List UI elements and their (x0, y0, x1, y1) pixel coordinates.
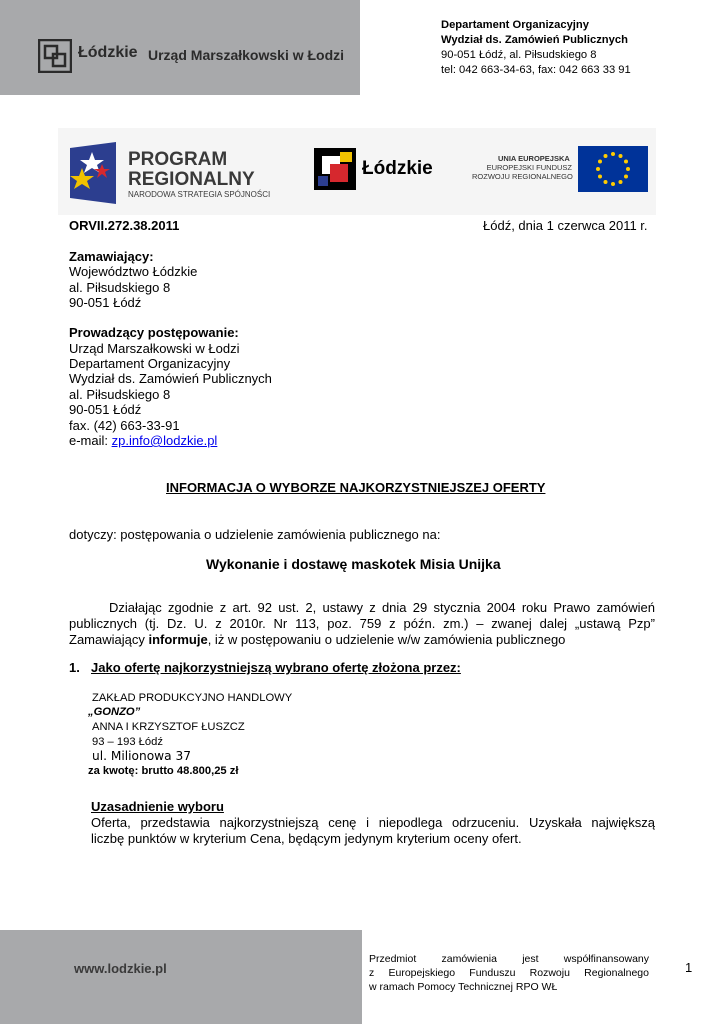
conducting-party-line: al. Piłsudskiego 8 (69, 387, 171, 402)
company-line: ANNA I KRZYSZTOF ŁUSZCZ (92, 721, 245, 733)
region-logo-text: Łódzkie (362, 158, 433, 179)
ordering-party-title: Zamawiający: (69, 249, 154, 264)
page-number: 1 (685, 960, 693, 975)
email-link[interactable]: zp.info@lodzkie.pl (111, 433, 218, 448)
footer-note (369, 952, 649, 994)
eu-label: UNIA EUROPEJSKA (498, 154, 570, 163)
text-fragment: Zamawiający (69, 632, 149, 647)
program-stars-icon (66, 140, 120, 206)
eu-fund-line2: ROZWOJU REGIONALNEGO (472, 172, 573, 181)
document-heading: INFORMACJA O WYBORZE NAJKORZYSTNIEJSZEJ OFERTY (166, 480, 546, 495)
company-line: 93 – 193 Łódź (92, 736, 163, 748)
procurement-subject: Wykonanie i dostawę maskotek Misia Unijka (206, 556, 501, 572)
conducting-party-line: fax. (42) 663-33-91 (69, 418, 180, 433)
point-title: Jako ofertę najkorzystniejszą wybrano ofertę złożona przez: (91, 660, 461, 675)
department-line: Wydział ds. Zamówień Publicznych (441, 34, 628, 46)
footer-note-line: w ramach Pomocy Technicznej RPO WŁ (369, 981, 558, 993)
eu-flag-icon (578, 146, 648, 192)
concerns-line: dotyczy: postępowania o udzielenie zamówienia publicznego na: (69, 527, 441, 542)
justification-line: Oferta, przedstawia najkorzystniejszą cenę i niepodlega odrzuceniu. Uzyskała największą (91, 815, 655, 830)
department-line: 90-051 Łódź, al. Piłsudskiego 8 (441, 49, 597, 61)
footer-website: www.lodzkie.pl (74, 961, 167, 976)
informs-keyword: informuje (148, 632, 208, 647)
ordering-party-line: 90-051 Łódź (69, 295, 142, 310)
justification-title: Uzasadnienie wyboru (91, 799, 224, 814)
legal-basis-line (69, 632, 565, 647)
footer-band (0, 930, 362, 1024)
department-block (441, 18, 631, 78)
ordering-party-line: al. Piłsudskiego 8 (69, 280, 171, 295)
conducting-party-line: 90-051 Łódź (69, 402, 142, 417)
conducting-party-line: Departament Organizacyjny (69, 356, 231, 371)
eu-fund: EUROPEJSKI FUNDUSZ (486, 163, 572, 172)
program-tagline: NARODOWA STRATEGIA SPÓJNOŚCI (128, 190, 271, 199)
legal-basis-line: Działając zgodnie z art. 92 ust. 2, ustawy z dnia 29 stycznia 2004 roku Prawo zamówień (109, 600, 655, 615)
ordering-party-line: Województwo Łódzkie (69, 264, 198, 279)
legal-basis-line: publicznych (tj. Dz. U. z 2010r. Nr 113, poz. 759 z późn. zm.) – zwanej dalej „ustawą Pzp” (69, 616, 655, 631)
lodzkie-logo-icon (314, 148, 356, 190)
text-fragment: , iż w postępowaniu o udzielenie w/w zamówienia publicznego (207, 632, 566, 647)
justification-line: liczbę punktów w kryterium Cena, będącym jedynym kryterium oceny ofert. (91, 831, 522, 846)
department-line: Departament Organizacyjny (441, 19, 589, 31)
document-date: Łódź, dnia 1 czerwca 2011 r. (483, 218, 648, 233)
header-office: Urząd Marszałkowski w Łodzi (148, 47, 345, 63)
program-subtitle: REGIONALNY (128, 169, 255, 190)
department-line: tel: 042 663-34-63, fax: 042 663 33 91 (441, 64, 631, 76)
point-number: 1. (69, 660, 80, 675)
lodzkie-emblem-icon (38, 39, 72, 73)
email-label: e-mail: (69, 433, 112, 448)
conducting-party-title: Prowadzący postępowanie: (69, 325, 239, 340)
email-line (69, 433, 217, 448)
company-name: „GONZO” (88, 706, 141, 718)
conducting-party-line: Wydział ds. Zamówień Publicznych (69, 371, 272, 386)
logo-banner (58, 128, 656, 215)
conducting-party-line: Urząd Marszałkowski w Łodzi (69, 341, 240, 356)
document-reference: ORVII.272.38.2011 (69, 218, 180, 233)
header-logo (38, 38, 348, 74)
offer-amount: za kwotę: brutto 48.800,25 zł (88, 765, 239, 777)
footer-note-line: Przedmiot zamówienia jest współfinansowany (369, 953, 649, 965)
footer-note-line: z Europejskiego Funduszu Rozwoju Regionalnego (369, 967, 649, 979)
company-line: ZAKŁAD PRODUKCYJNO HANDLOWY (92, 692, 293, 704)
header-brand: Łódzkie (78, 44, 138, 61)
company-line: ul. Milionowa 37 (92, 749, 191, 763)
program-title: PROGRAM (128, 149, 228, 170)
